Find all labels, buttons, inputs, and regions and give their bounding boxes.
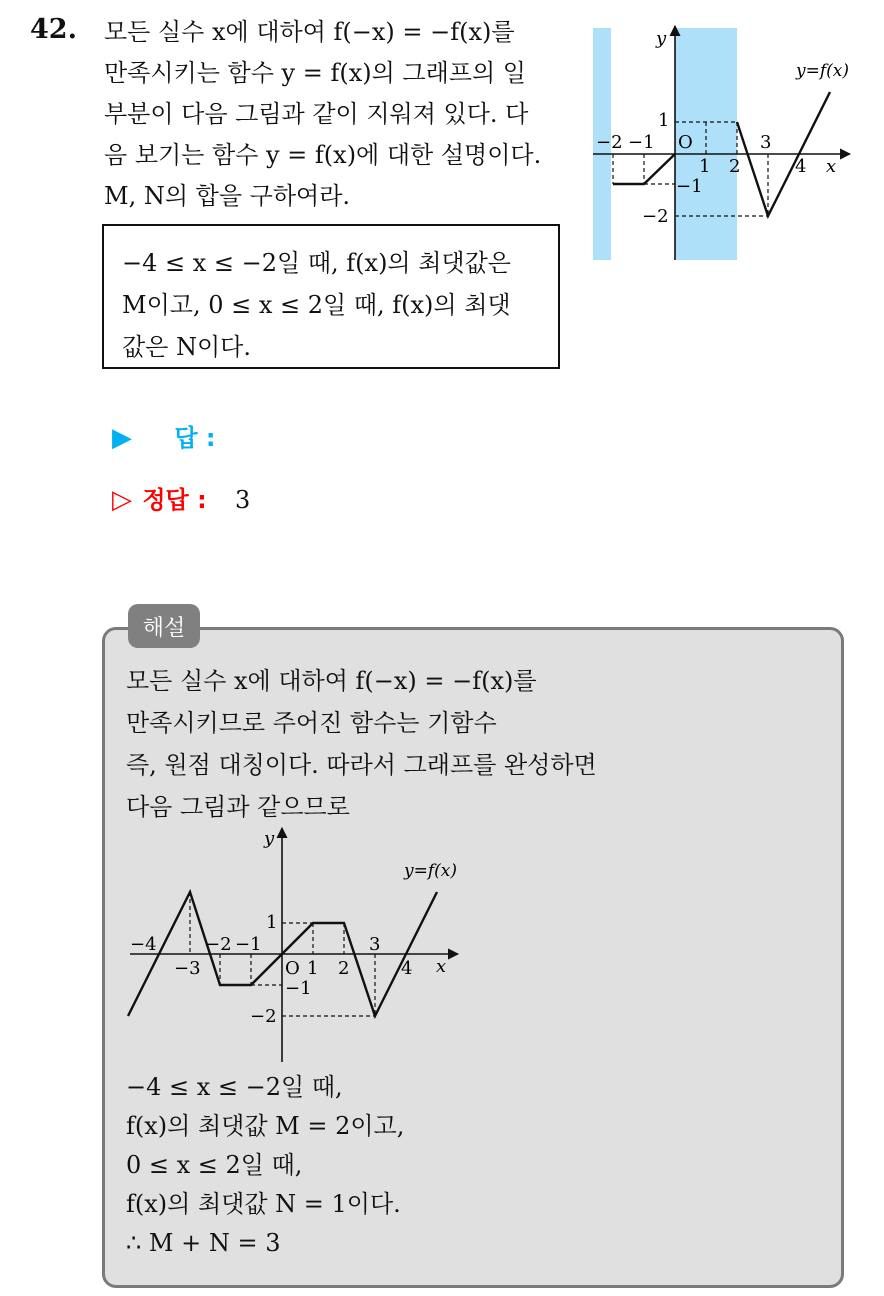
y-tick-label: −1	[676, 176, 703, 197]
x-tick-label: 3	[760, 132, 772, 153]
explanation-math	[126, 1068, 826, 1263]
x-axis-label: x	[826, 156, 837, 177]
answer-row	[112, 418, 216, 453]
origin-label: O	[678, 132, 693, 153]
solution-row	[112, 480, 250, 515]
explanation-line: 모든 실수 x에 대하여 f(−x) = −f(x)를	[126, 667, 537, 695]
y-tick-label: 1	[266, 912, 278, 933]
answer-label: 답 :	[174, 424, 216, 452]
math-line: ∴ M + N = 3	[126, 1229, 281, 1257]
y-tick-label: 1	[658, 110, 670, 131]
explanation-tab: 해설	[128, 604, 200, 648]
x-tick-label: −3	[174, 958, 201, 979]
solution-value: 3	[235, 486, 251, 514]
explanation-graph	[118, 822, 468, 1064]
x-tick-label: −2	[205, 934, 232, 955]
condition-line: M이고, 0 ≤ x ≤ 2일 때, f(x)의 최댓	[122, 291, 511, 319]
x-tick-label: −1	[628, 132, 655, 153]
x-tick-label: −1	[235, 934, 262, 955]
solution-label: 정답 :	[142, 486, 207, 514]
y-tick-label: −2	[250, 1006, 277, 1027]
question-graph	[588, 20, 860, 270]
explanation-line: 만족시키므로 주어진 함수는 기함수	[126, 709, 497, 737]
question-line: 음 보기는 함수 y = f(x)에 대한 설명이다.	[104, 141, 542, 169]
math-line: f(x)의 최댓값 M = 2이고,	[126, 1112, 405, 1140]
x-axis-label: x	[436, 956, 447, 977]
question-line: 만족시키는 함수 y = f(x)의 그래프의 일	[104, 59, 526, 87]
question-text	[104, 12, 574, 217]
question-line: 모든 실수 x에 대하여 f(−x) = −f(x)를	[104, 18, 515, 46]
answer-arrow-icon: ▶	[112, 423, 132, 453]
question-line: 부분이 다음 그림과 같이 지워져 있다. 다	[104, 100, 529, 128]
y-tick-label: −2	[642, 206, 669, 227]
condition-line: −4 ≤ x ≤ −2일 때, f(x)의 최댓값은	[122, 249, 511, 277]
explanation-line: 즉, 원점 대칭이다. 따라서 그래프를 완성하면	[126, 751, 597, 779]
question-line: M, N의 합을 구하여라.	[104, 182, 351, 210]
x-tick-label: 1	[307, 958, 319, 979]
x-tick-label: −4	[130, 934, 157, 955]
condition-box	[102, 224, 560, 369]
question-number: 42.	[30, 14, 77, 45]
x-tick-label: 3	[369, 934, 381, 955]
math-line: 0 ≤ x ≤ 2일 때,	[126, 1151, 303, 1179]
x-tick-label: 2	[338, 958, 350, 979]
x-tick-label: 2	[729, 156, 741, 177]
y-axis-label: y	[656, 28, 667, 49]
x-tick-label: 4	[401, 958, 413, 979]
x-tick-label: 1	[699, 156, 711, 177]
curve-label: y=f(x)	[796, 61, 849, 81]
curve-label: y=f(x)	[404, 861, 457, 881]
math-line: f(x)의 최댓값 N = 1이다.	[126, 1190, 401, 1218]
explanation-line: 다음 그림과 같으므로	[126, 793, 350, 821]
y-axis-label: y	[264, 828, 275, 849]
x-tick-label: −2	[596, 132, 623, 153]
y-tick-label: −1	[285, 978, 312, 999]
x-tick-label: 4	[795, 156, 807, 177]
origin-label: O	[285, 958, 300, 979]
condition-line: 값은 N이다.	[122, 333, 251, 361]
solution-arrow-icon: ▷	[112, 485, 132, 515]
explanation-text	[126, 660, 826, 828]
math-line: −4 ≤ x ≤ −2일 때,	[126, 1073, 343, 1101]
